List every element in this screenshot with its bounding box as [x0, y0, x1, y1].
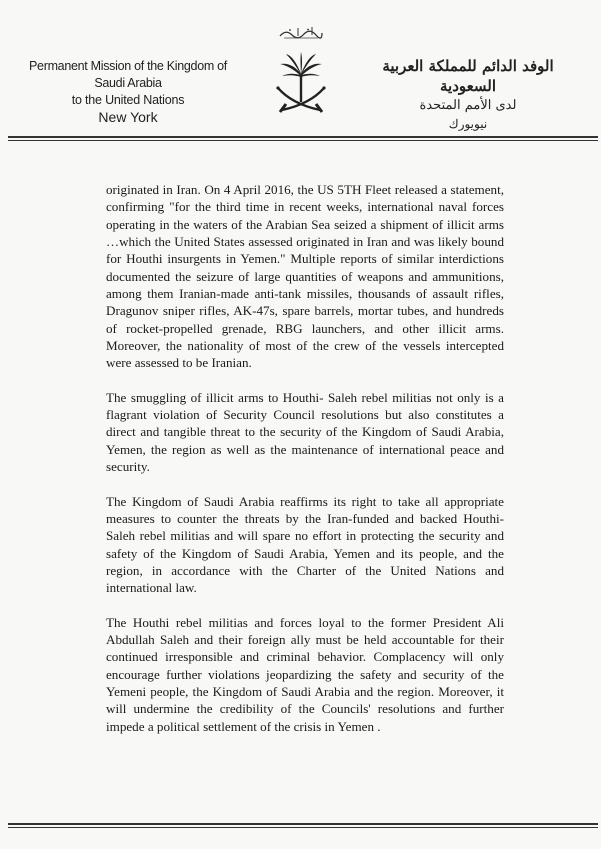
arabic-line-3: نيويورك [448, 117, 488, 131]
footer-divider [8, 823, 598, 828]
paragraph-3: The Kingdom of Saudi Arabia reaffirms its right to take all appropriate measures to counter the threats by the Iran-funded and backed Houthi-Saleh rebel militias and will spare no effort in protecting the security and safety of the Kingdom of Saudi Arabia, Yemen and its people, and the region, in accordance with the Charter of the United Nations and international law. [106, 493, 504, 596]
mission-name-english [28, 58, 228, 126]
mission-line-1: Permanent Mission of the Kingdom of Saudi Arabia [29, 59, 227, 90]
letter-body [106, 181, 504, 735]
mission-name-arabic [368, 56, 568, 133]
paragraph-4: The Houthi rebel militias and forces loyal to the former President Ali Abdullah Saleh and their foreign ally must be held accountable for their continued irresponsible and criminal behavior. Complacency will only encourage further violations jeopardizing the safety and security of the Yemeni people, the Kingdom of Saudi Arabia and the region. Moreover, it will undermine the credibility of the Councils' resolutions and further impede a political settlement of the crisis in Yemen . [106, 614, 504, 734]
arabic-line-2: لدى الأمم المتحدة [419, 98, 517, 113]
header-divider [8, 136, 598, 141]
paragraph-2: The smuggling of illicit arms to Houthi- Saleh rebel militias not only is a flagrant violation of Security Council resolutions but also constitutes a direct and tangible threat to the security of the Kingdom of Saudi Arabia, Yemen, the region as well as the maintenance of international peace and security. [106, 389, 504, 475]
mission-line-3: New York [98, 109, 158, 125]
paragraph-1: originated in Iran. On 4 April 2016, the US 5TH Fleet released a statement, confirming "for the third time in recent weeks, international naval forces operating in the waters of the Arabian Sea seized a shipment of illicit arms …which the United States assessed originated in Iran and was likely bound for Houthi insurgents in Yemen." Multiple reports of similar interdictions documented the seizure of large quantities of weapons and ammunitions, among them Iranian-made anti-tank missiles, thousands of assault rifles, Dragunov sniper rifles, AK-47s, spare barrels, mortar tubes, and hundreds of rocket-propelled grenade, RBG launchers, and other illicit arms. Moreover, the nationality of most of the crew of the vessels intercepted were assessed to be Iranian. [106, 182, 504, 371]
arabic-line-1: الوفد الدائم للمملكة العربية السعودية [382, 57, 554, 95]
mission-line-2: to the United Nations [71, 93, 185, 107]
bismillah-calligraphy [278, 26, 324, 40]
saudi-emblem-icon [270, 52, 332, 116]
